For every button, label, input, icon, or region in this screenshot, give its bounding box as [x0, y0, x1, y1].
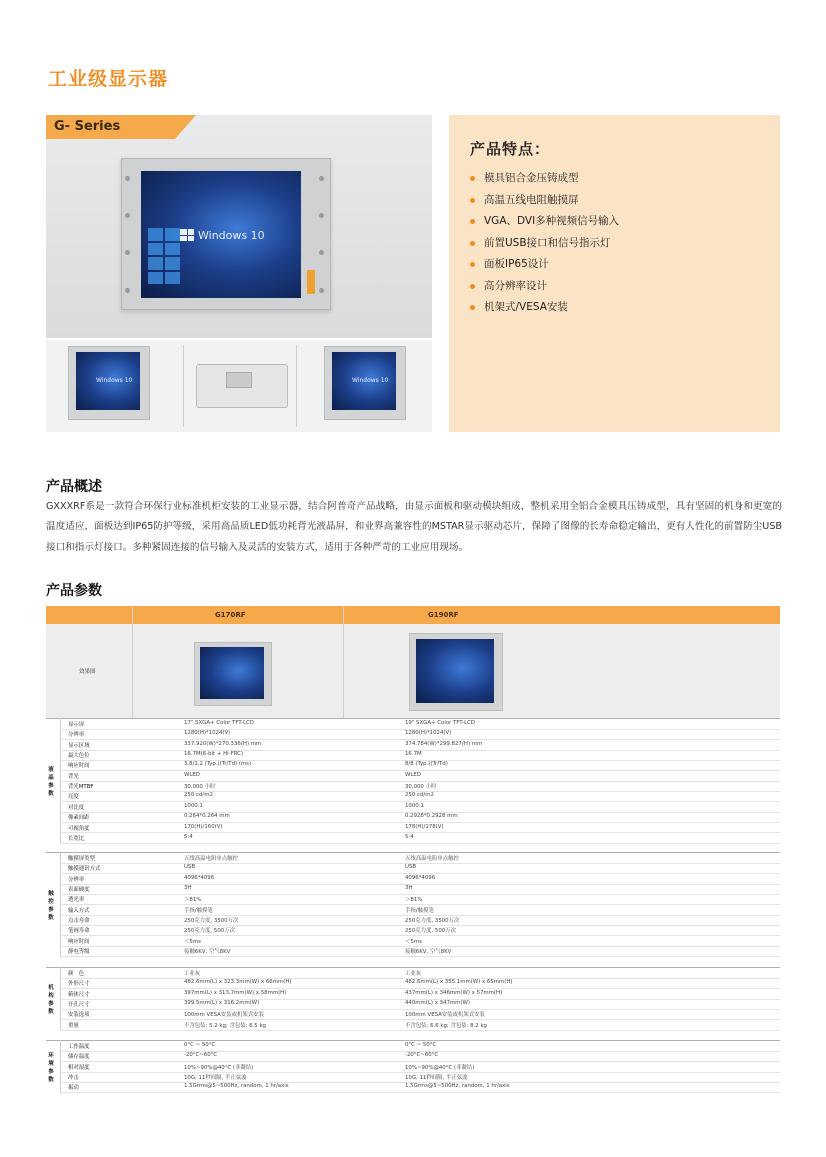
param-value-g190rf: 4096*4096 [405, 874, 436, 881]
param-key: 表面硬度 [68, 887, 90, 894]
param-value-g190rf: 374.784(W)*299.827(H) mm [405, 740, 483, 747]
param-value-g170rf: 不含包装: 5.2 kg; 含包装: 6.5 kg [184, 1022, 266, 1029]
param-value-g170rf: USB [184, 864, 196, 871]
params-title: 产品参数 [46, 583, 102, 599]
param-key: 显示区域 [68, 742, 90, 749]
param-value-g170rf: 397mm(L) x 313.7mm(W) x 58mm(H) [184, 989, 287, 996]
param-value-g170rf: 482.6mm(L) x 323.3mm(W) x 66mm(H) [184, 979, 292, 986]
page-title: 工业级显示器 [48, 68, 169, 90]
image-row-label: 效果图 [79, 669, 96, 675]
rack-hole [319, 288, 324, 293]
param-value-g190rf: -20°C~60°C [405, 1052, 439, 1059]
param-value-g170rf: 手指/触摸笔 [184, 907, 213, 914]
param-value-g190rf: 482.6mm(L) x 355.1mm(W) x 65mm(H) [405, 979, 513, 986]
column-header-g190rf: G190RF [428, 611, 459, 619]
series-label: G- Series [54, 119, 121, 134]
param-key: 透光率 [68, 897, 85, 904]
row-divider [60, 884, 780, 885]
param-value-g170rf: 工业灰 [184, 971, 201, 977]
param-key: 点击寿命 [68, 918, 90, 925]
param-value-g190rf: ＞81% [405, 897, 423, 904]
param-key: 可视角度 [68, 825, 90, 832]
param-value-g190rf: 1000:1 [405, 802, 424, 809]
param-key: 冲击 [68, 1075, 79, 1082]
param-key: 外形尺寸 [68, 981, 90, 988]
features-title: 产品特点： [470, 140, 551, 158]
overview-text: GXXXRF系是一款符合环保行业标准机柜安装的工业显示器，结合阿普奇产品战略，由显示面板和驱动模块组成，整机采用全铝合金模具压铸成型，具有坚固的机身和更宽的温度适应，面板达到IP65防护等级，采用高品质LED低功耗背光液晶屏，和业界高兼容性的MSTAR显示驱动芯片，保障了图像的长寿命稳定输出，更有人性化的前置防尘USB接口和指示灯接口。多种紧固连接的信号输入及灵活的安装方式，适用于各种严苛的工业应用现场。 [46, 501, 782, 553]
param-value-g170rf: ＜5ms [184, 938, 201, 945]
param-key: 长宽比 [68, 835, 85, 842]
rack-hole [125, 288, 130, 293]
group-name: 机 构 参 数 [48, 985, 54, 1016]
row-divider [60, 843, 780, 844]
param-key: 触摸通讯方式 [68, 866, 101, 873]
param-key: 工作温度 [68, 1044, 90, 1050]
param-key: 响应时间 [68, 938, 90, 945]
param-key: 重量 [68, 1022, 79, 1029]
param-value-g170rf: 16.7M(6-bit + Hi-FRC) [184, 751, 244, 758]
param-key: 响应时间 [68, 763, 90, 770]
group-name: 液 晶 参 数 [48, 767, 54, 798]
param-value-g170rf: 五线高温电阻单点触控 [184, 856, 238, 862]
param-key: 最大色位 [68, 753, 90, 760]
param-value-g190rf: 3H [405, 885, 413, 892]
param-value-g170rf: 170(H)/160(V) [184, 823, 223, 830]
param-key: 笔画寿命 [68, 928, 90, 935]
param-value-g170rf: 0.264*0.264 mm [184, 813, 230, 820]
param-key: 开孔尺寸 [68, 1002, 90, 1009]
param-value-g190rf: 1280(H)*1024(V) [405, 730, 452, 737]
rack-hole [319, 250, 324, 255]
feature-item: 高温五线电阻触摸屏 [470, 190, 619, 212]
thumb-back-panel [226, 372, 252, 388]
param-value-g170rf: 1.5Grms@5~500Hz, random, 1 hr/axis [184, 1083, 289, 1090]
group-side-divider [60, 1040, 61, 1094]
feature-item: 机架式/VESA安装 [470, 297, 619, 319]
param-value-g190rf: 250克力度, 3500万次 [405, 918, 460, 925]
param-value-g190rf: USB [405, 864, 417, 871]
thumb-divider [183, 345, 184, 427]
param-value-g190rf: 五线高温电阻单点触控 [405, 856, 459, 862]
rack-hole [319, 213, 324, 218]
param-key: 背光 [68, 773, 79, 780]
param-value-g190rf: ＜5ms [405, 938, 422, 945]
start-tiles [148, 228, 180, 284]
group-divider [46, 852, 780, 853]
param-key: 显示屏 [68, 722, 85, 728]
indicator-led [307, 270, 315, 294]
features-list [470, 168, 619, 319]
param-value-g170rf: 4096*4096 [184, 874, 215, 881]
param-value-g170rf: WLED [184, 771, 200, 778]
params-table-header [46, 606, 780, 624]
param-value-g190rf: 10%~90%@40°C (非凝结) [405, 1064, 475, 1071]
param-value-g170rf: 10G, 11秒间隔, 半正弦波 [184, 1075, 247, 1082]
rack-hole [125, 213, 130, 218]
column-divider [132, 606, 133, 718]
param-key: 箱体尺寸 [68, 991, 90, 998]
windows-logo-icon [180, 229, 194, 241]
rack-hole [319, 176, 324, 181]
row-divider [60, 832, 780, 833]
rack-hole [125, 250, 130, 255]
param-key: 颜 色 [68, 971, 85, 977]
param-value-g190rf: 250 cd/m2 [405, 792, 434, 799]
product-screen-g170rf [200, 647, 264, 699]
param-key: 触摸屏类型 [68, 856, 95, 862]
param-value-g190rf: WLED [405, 771, 421, 778]
param-value-g190rf: 5:4 [405, 833, 414, 840]
param-value-g170rf: 399.5mm(L) x 316.2mm(W) [184, 1000, 260, 1007]
feature-item: 面板IP65设计 [470, 254, 619, 276]
param-key: 储存温度 [68, 1054, 90, 1061]
param-value-g190rf: 19" SXGA+ Color TFT-LCD [405, 720, 476, 726]
param-value-g170rf: 3.8/1.2 (Typ.)(Tr/Td) (ms) [184, 761, 252, 768]
param-value-g190rf: 250克力度, 500万次 [405, 928, 456, 935]
param-key: 对比度 [68, 804, 85, 811]
overview-title: 产品概述 [46, 479, 102, 495]
param-value-g190rf: 30,000 小时 [405, 784, 437, 791]
param-value-g190rf: 16.7M [405, 751, 422, 758]
rack-hole [125, 176, 130, 181]
param-key: 安装选项 [68, 1012, 90, 1019]
param-key: 振动 [68, 1085, 79, 1092]
feature-item: 高分辨率设计 [470, 276, 619, 298]
param-value-g170rf: ＞81% [184, 897, 202, 904]
row-divider [60, 863, 780, 864]
param-value-g190rf: 440mm(L) x 347mm(W) [405, 1000, 470, 1007]
param-value-g170rf: 5:4 [184, 833, 193, 840]
screen-windows-text: Windows 10 [198, 229, 265, 242]
group-divider [46, 1040, 780, 1041]
param-value-g170rf: 250克力度, 500万次 [184, 928, 235, 935]
param-value-g170rf: 337.920(W)*270.336(H) mm [184, 740, 262, 747]
param-value-g190rf: 437mm(L) x 346mm(W) x 57mm(H) [405, 989, 503, 996]
product-screen-g190rf [416, 639, 494, 703]
group-name: 触 控 参 数 [48, 890, 54, 921]
param-value-g190rf: 0.2928*0.2928 mm [405, 813, 458, 820]
param-key: 输入方式 [68, 907, 90, 914]
param-value-g190rf: 接触6KV, 空气8KV [405, 949, 452, 956]
param-value-g190rf: 手指/触摸笔 [405, 907, 434, 914]
param-value-g170rf: 10%~90%@40°C (非凝结) [184, 1064, 254, 1071]
param-key: 分辨率 [68, 876, 85, 883]
feature-item: 模具铝合金压铸成型 [470, 168, 619, 190]
param-value-g190rf: 工业灰 [405, 971, 422, 977]
param-key: 亮度 [68, 794, 79, 801]
param-value-g170rf: 1000:1 [184, 802, 203, 809]
param-value-g170rf: -20°C~60°C [184, 1052, 218, 1059]
param-value-g190rf: 100mm VESA安装或机架式安装 [405, 1012, 485, 1019]
row-divider [60, 1092, 780, 1093]
param-value-g190rf: 178(H)/178(V) [405, 823, 444, 830]
feature-item: VGA、DVI多种视频信号输入 [470, 211, 619, 233]
param-value-g170rf: 1280(H)*1024(V) [184, 730, 231, 737]
param-value-g170rf: 250克力度, 3500万次 [184, 918, 239, 925]
param-value-g190rf: 1.5Grms@5~500Hz, random, 1 hr/axis [405, 1083, 510, 1090]
param-value-g170rf: 接触6KV, 空气8KV [184, 949, 231, 956]
param-value-g170rf: 3H [184, 885, 192, 892]
param-key: 静电等级 [68, 949, 90, 956]
column-header-g170rf: G170RF [215, 611, 246, 619]
param-value-g170rf: 30,000 小时 [184, 784, 216, 791]
group-divider [46, 718, 780, 719]
group-divider [46, 967, 780, 968]
thumb-screen-text: Windows 10 [352, 377, 389, 384]
row-divider [60, 1030, 780, 1031]
param-value-g190rf: 不含包装: 6.6 kg; 含包装: 8.2 kg [405, 1022, 487, 1029]
param-value-g170rf: 250 cd/m2 [184, 792, 213, 799]
param-key: 像素间距 [68, 815, 90, 822]
row-divider [60, 956, 780, 957]
param-value-g190rf: 8/8 (Typ.)(Tr/Td) [405, 761, 448, 768]
param-value-g170rf: 17" SXGA+ Color TFT-LCD [184, 720, 255, 726]
column-divider [343, 606, 344, 718]
param-key: 背光MTBF [68, 784, 94, 791]
thumb-divider [296, 345, 297, 427]
group-name: 环 境 参 数 [48, 1052, 54, 1083]
feature-item: 前置USB接口和信号指示灯 [470, 233, 619, 255]
param-value-g170rf: 0°C ~ 50°C [184, 1042, 216, 1048]
param-value-g190rf: 10G, 11秒间隔, 半正弦波 [405, 1075, 468, 1082]
param-key: 分辨率 [68, 732, 85, 739]
param-value-g190rf: 0°C ~ 50°C [405, 1042, 437, 1048]
param-key: 相对湿度 [68, 1064, 90, 1071]
param-value-g170rf: 100mm VESA安装或机架式安装 [184, 1012, 264, 1019]
thumb-screen-text: Windows 10 [96, 377, 133, 384]
